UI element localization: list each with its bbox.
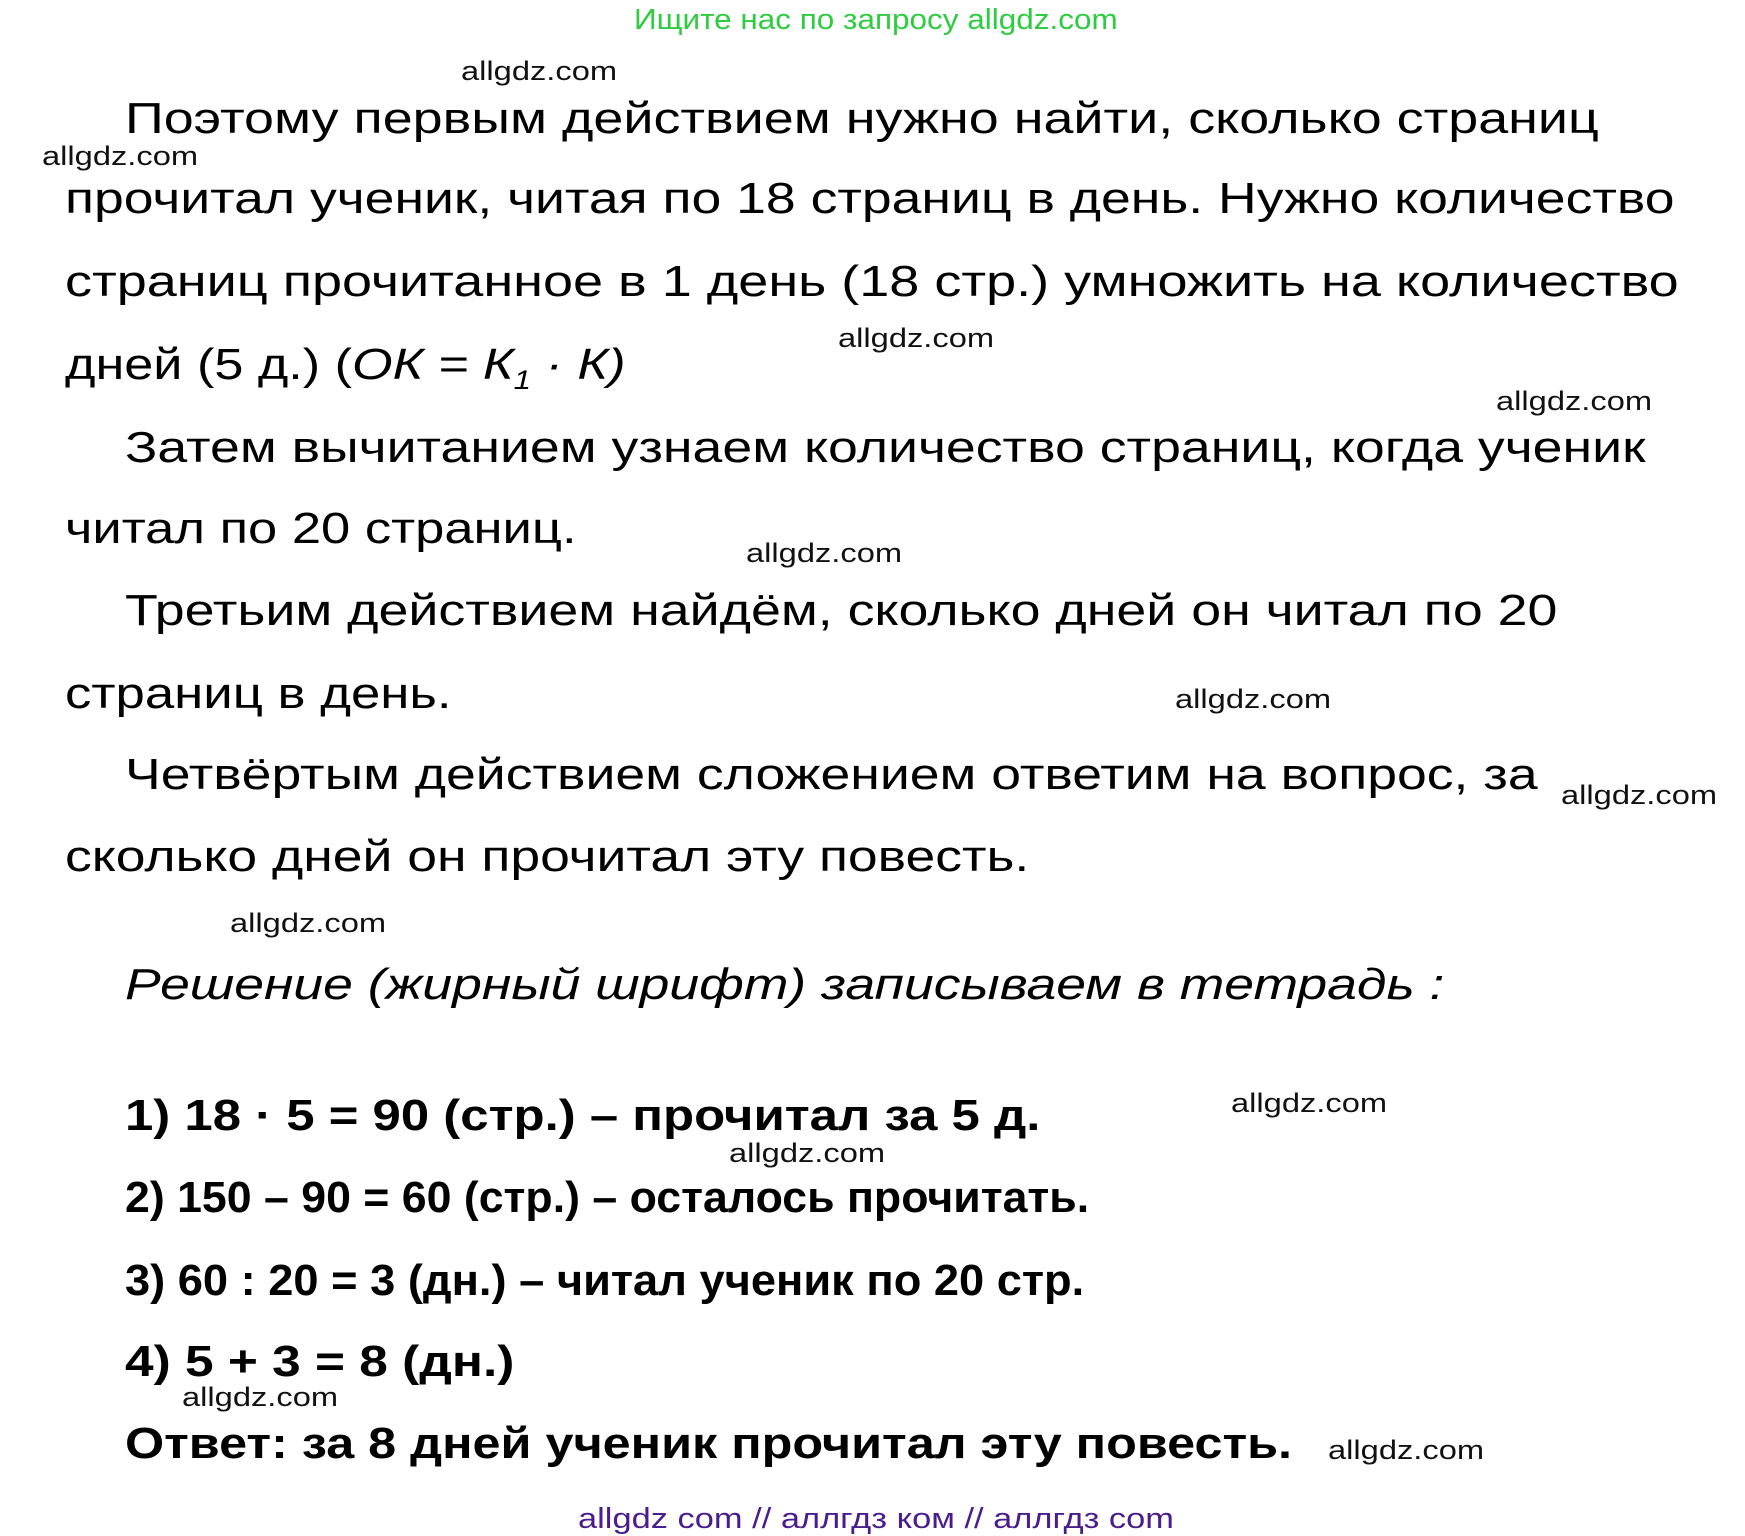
watermark: allgdz.com bbox=[182, 1382, 339, 1412]
solution-step: 3) 60 : 20 = 3 (дн.) – читал ученик по 20 стр. bbox=[125, 1256, 1085, 1305]
formula-subscript: 1 bbox=[513, 364, 532, 395]
watermark: allgdz.com bbox=[746, 538, 903, 568]
text-line: Поэтому первым действием нужно найти, сколько страниц bbox=[125, 94, 1599, 143]
text-fragment: дней (5 д.) ( bbox=[65, 340, 353, 389]
formula-part: ОК = К bbox=[352, 340, 514, 389]
watermark: allgdz.com bbox=[42, 141, 199, 171]
text-line: прочитал ученик, читая по 18 страниц в день. Нужно количество bbox=[65, 174, 1675, 223]
watermark: allgdz.com bbox=[1231, 1088, 1388, 1118]
text-line: сколько дней он прочитал эту повесть. bbox=[65, 832, 1030, 881]
solution-step: 1) 18 · 5 = 90 (стр.) – прочитал за 5 д. bbox=[125, 1091, 1041, 1140]
text-line: страниц в день. bbox=[65, 669, 452, 718]
watermark: allgdz.com bbox=[1328, 1435, 1485, 1465]
search-hint-banner: Ищите нас по запросу allgdz.com bbox=[634, 4, 1118, 36]
text-line: Четвёртым действием сложением ответим на вопрос, за bbox=[125, 750, 1538, 799]
solution-intro: Решение (жирный шрифт) записываем в тетрадь : bbox=[125, 960, 1445, 1009]
text-line: страниц прочитанное в 1 день (18 стр.) умножить на количество bbox=[65, 257, 1679, 306]
footer-links[interactable]: allgdz com // аллгдз ком // аллгдз com bbox=[578, 1503, 1174, 1535]
solution-step: 4) 5 + 3 = 8 (дн.) bbox=[125, 1337, 515, 1386]
text-line: Затем вычитанием узнаем количество страниц, когда ученик bbox=[125, 423, 1646, 472]
watermark: allgdz.com bbox=[838, 323, 995, 353]
text-line: Третьим действием найдём, сколько дней он читал по 20 bbox=[125, 586, 1558, 635]
watermark: allgdz.com bbox=[729, 1138, 886, 1168]
text-line: читал по 20 страниц. bbox=[65, 504, 577, 553]
watermark: allgdz.com bbox=[1175, 684, 1332, 714]
watermark: allgdz.com bbox=[1496, 386, 1653, 416]
watermark: allgdz.com bbox=[230, 908, 387, 938]
watermark: allgdz.com bbox=[461, 56, 618, 86]
formula-part: · К) bbox=[531, 340, 626, 389]
text-line-formula bbox=[65, 340, 626, 395]
solution-step: 2) 150 – 90 = 60 (стр.) – осталось прочитать. bbox=[125, 1173, 1090, 1222]
watermark: allgdz.com bbox=[1561, 780, 1718, 810]
answer: Ответ: за 8 дней ученик прочитал эту повесть. bbox=[125, 1419, 1293, 1468]
formula bbox=[352, 340, 626, 395]
